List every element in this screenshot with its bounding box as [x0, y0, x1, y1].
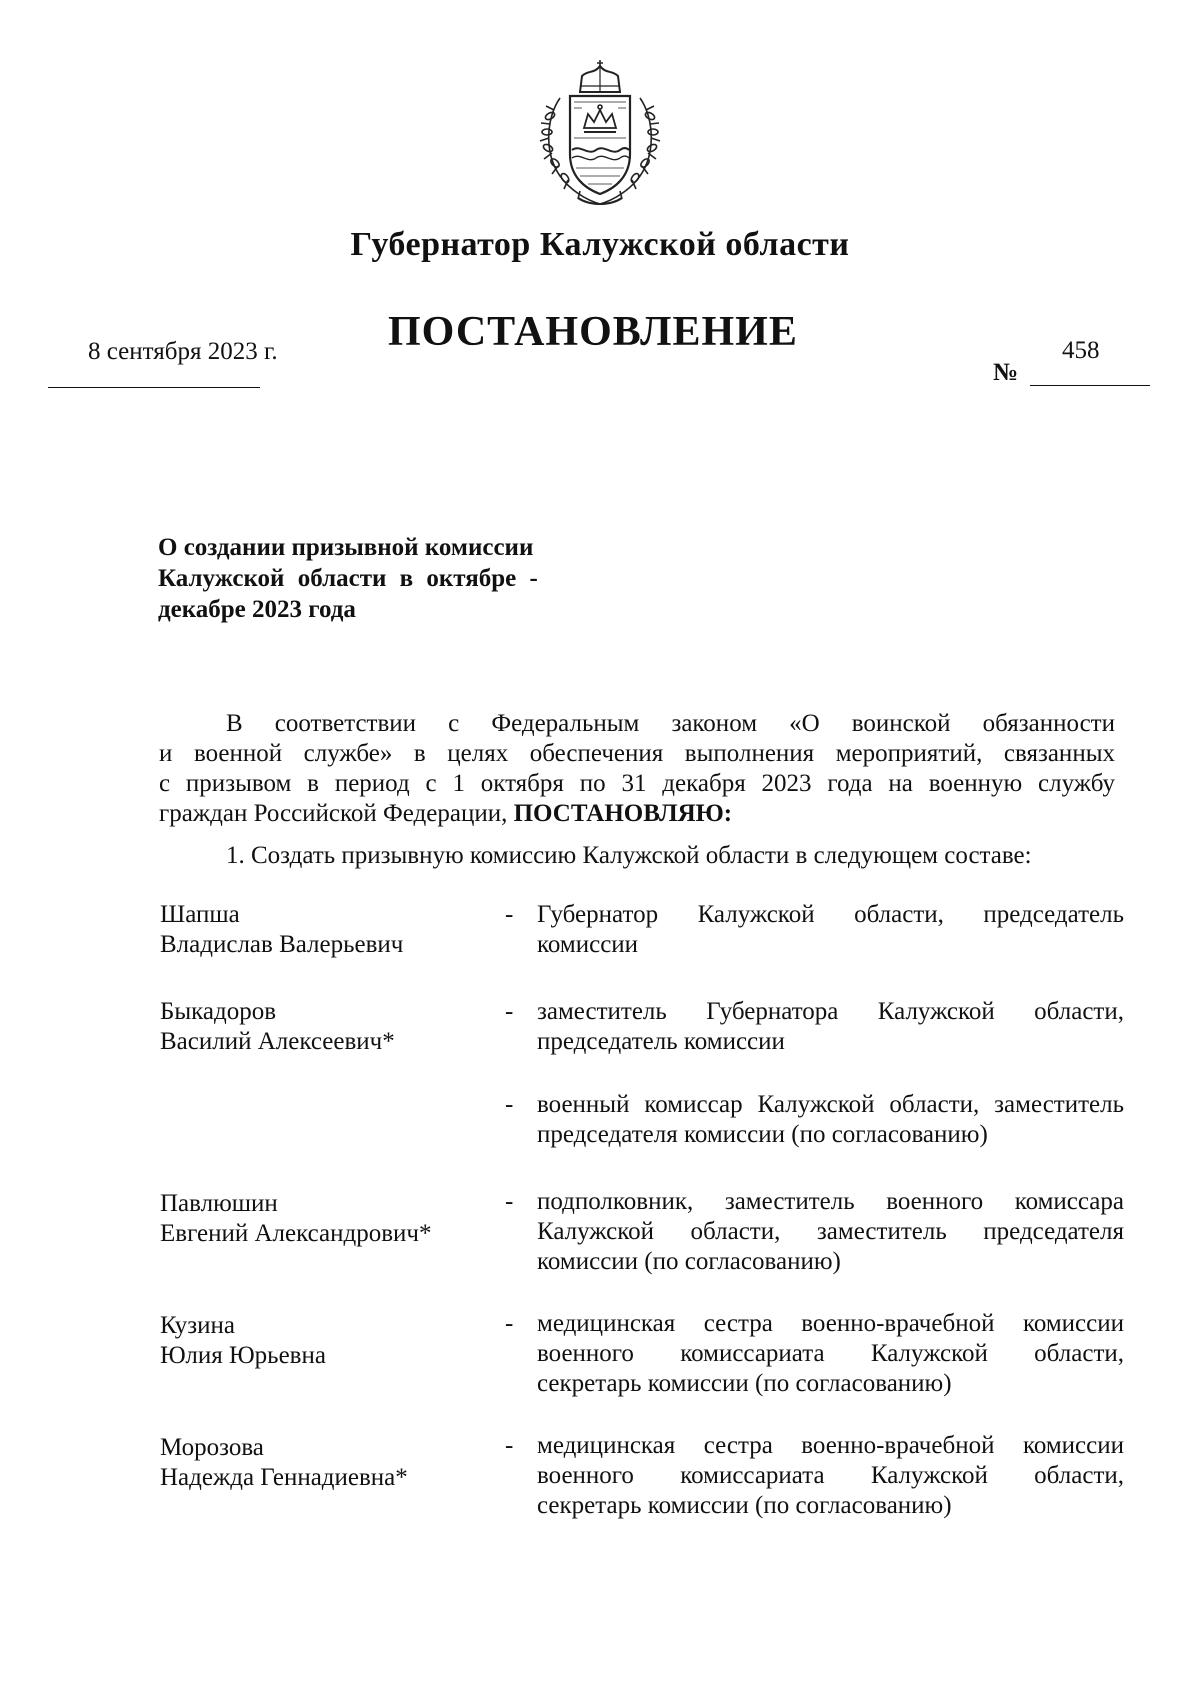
subject-line: Калужской области в октябре -: [158, 565, 538, 592]
member-surname: Павлюшин: [160, 1190, 278, 1217]
member-given-names: Евгений Александрович*: [160, 1220, 432, 1247]
member-given-names: Василий Алексеевич*: [160, 1028, 395, 1055]
role-line: секретарь комиссии (по согласованию): [537, 1370, 952, 1397]
member-role: [537, 1187, 1124, 1277]
member-given-names: Надежда Геннадиевна*: [160, 1464, 408, 1491]
member-given-names: Юлия Юрьевна: [160, 1342, 326, 1369]
member-surname: Кузина: [160, 1312, 236, 1339]
member-role: [537, 1309, 1124, 1399]
member-name: [160, 1433, 500, 1493]
role-line: председатель комиссии: [537, 1028, 785, 1055]
member-dash: -: [505, 1188, 514, 1215]
preamble-line: и военной службе» в целях обеспечения выполнения мероприятий, связанных: [159, 740, 1115, 767]
preamble-line: В соответствии с Федеральным законом «О воинской обязанности: [226, 710, 1115, 737]
role-line: военный комиссар Калужской области, заместитель: [537, 1091, 1124, 1118]
member-role: [537, 1090, 1124, 1150]
member-surname: Быкадоров: [160, 998, 277, 1025]
role-line: военного комиссариата Калужской области,: [537, 1340, 1124, 1367]
member-name: [160, 1311, 500, 1371]
role-line: комиссии (по согласованию): [537, 1248, 841, 1275]
role-line: председателя комиссии (по согласованию): [537, 1121, 988, 1148]
member-surname: Шапша: [160, 901, 240, 928]
role-line: военного комиссариата Калужской области,: [537, 1462, 1124, 1489]
member-name: [160, 997, 500, 1057]
member-dash: -: [505, 1432, 514, 1459]
preamble-paragraph: [159, 709, 1115, 829]
kaluga-coat-of-arms-emblem: [538, 58, 662, 208]
role-line: комиссии: [537, 931, 639, 958]
clause-1: 1. Создать призывную комиссию Калужской области в следующем составе:: [226, 842, 1032, 869]
member-name: [160, 900, 500, 960]
role-line: секретарь комиссии (по согласованию): [537, 1492, 952, 1519]
member-dash: -: [505, 1091, 514, 1118]
member-surname: Морозова: [160, 1434, 264, 1461]
role-line: Калужской области, заместитель председателя: [537, 1218, 1124, 1245]
preamble-line: с призывом в период с 1 октября по 31 декабря 2023 года на военную службу: [159, 770, 1115, 797]
subject-line: О создании призывной комиссии: [158, 534, 534, 561]
role-line: медицинская сестра военно-врачебной комиссии: [537, 1310, 1124, 1337]
document-subject: [158, 532, 538, 625]
member-dash: -: [505, 998, 514, 1025]
role-line: подполковник, заместитель военного комиссара: [537, 1188, 1124, 1215]
member-name: [160, 1189, 500, 1249]
role-line: медицинская сестра военно-врачебной комиссии: [537, 1432, 1124, 1459]
resolution-keyword: ПОСТАНОВЛЯЮ:: [513, 800, 733, 827]
role-line: заместитель Губернатора Калужской области,: [537, 998, 1124, 1025]
date-underline: [48, 387, 260, 388]
role-line: Губернатор Калужской области, председатель: [537, 901, 1124, 928]
member-role: [537, 900, 1124, 960]
number-underline: [1030, 385, 1150, 386]
member-dash: -: [505, 901, 514, 928]
document-date: 8 сентября 2023 г.: [88, 338, 278, 365]
member-role: [537, 1431, 1124, 1521]
document-number-label: №: [993, 359, 1019, 386]
member-role: [537, 997, 1124, 1057]
subject-line: декабре 2023 года: [158, 596, 356, 623]
member-dash: -: [505, 1310, 514, 1337]
issuing-authority-title: Губернатор Калужской области: [350, 226, 850, 263]
document-type-heading: ПОСТАНОВЛЕНИЕ: [388, 309, 798, 355]
preamble-line: [159, 799, 1115, 829]
preamble-text: граждан Российской Федерации,: [159, 800, 514, 827]
document-number: 458: [1062, 337, 1100, 364]
member-given-names: Владислав Валерьевич: [160, 931, 404, 958]
